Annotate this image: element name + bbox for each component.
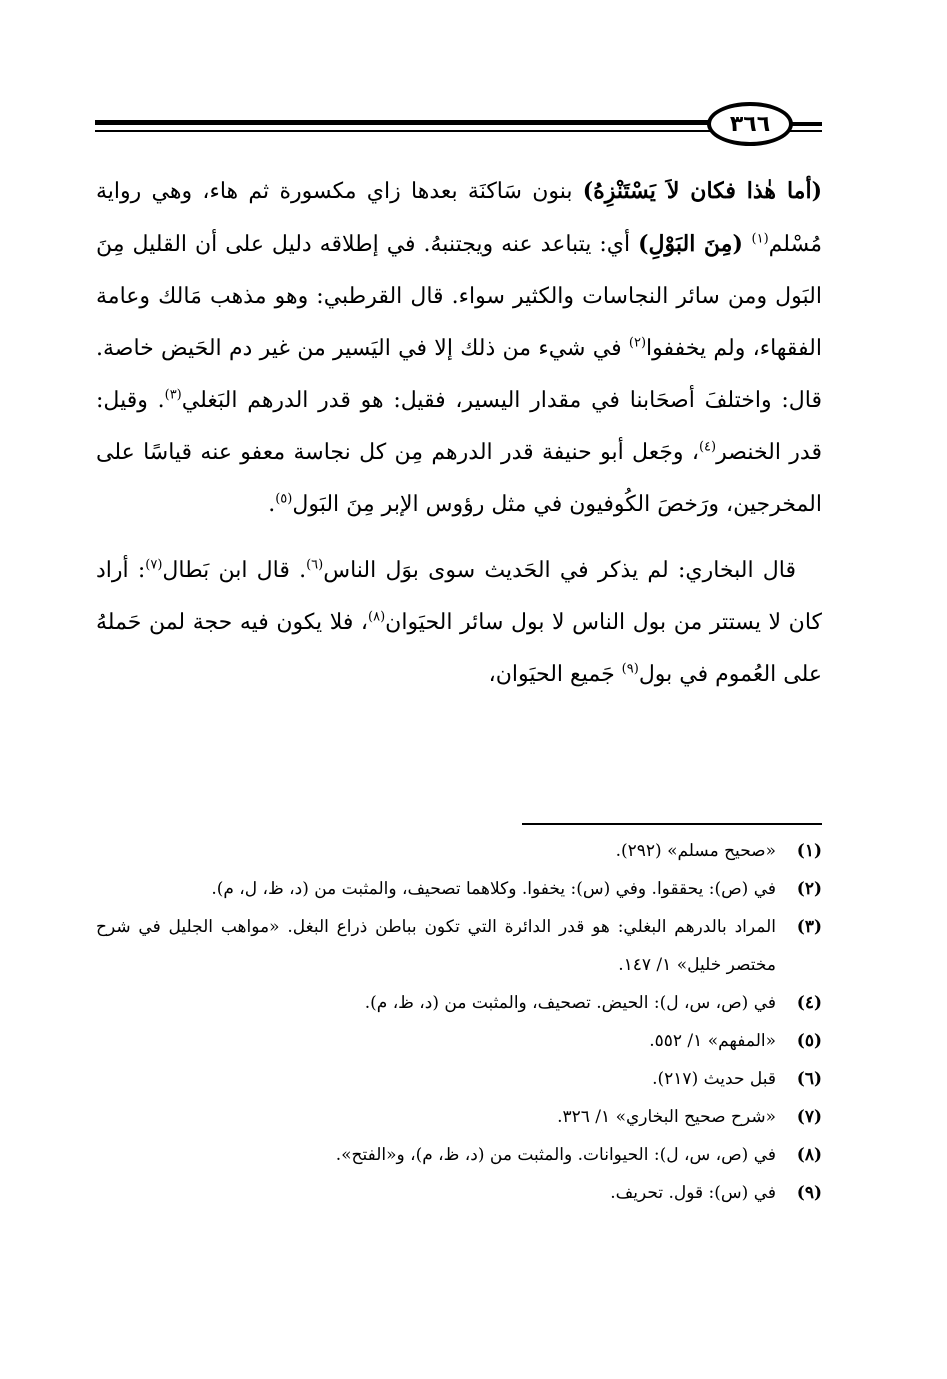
header-rule-thick xyxy=(95,120,715,125)
paragraph-1 xyxy=(96,165,822,531)
footnote-item xyxy=(96,1098,822,1136)
text-span: : أراد كان لا يستتر من بول الناس لا بول سائر الحيَوان xyxy=(96,558,822,635)
quote-phrase: (مِنَ البَوْلِ) xyxy=(638,231,752,257)
footnote-text: «صحيح مسلم» (٢٩٢). xyxy=(615,841,776,861)
header-rule-right-thin xyxy=(790,130,822,132)
footnote-number: (٣) xyxy=(796,917,822,937)
footnote-separator xyxy=(522,823,822,825)
footnote-number: (٦) xyxy=(796,1069,822,1089)
header-rule-thin xyxy=(95,130,715,132)
footnote-text: في (س): قول. تحريف. xyxy=(610,1183,776,1203)
footnote-text: «شرح صحيح البخاري» ١/ ٣٢٦. xyxy=(557,1107,776,1127)
footnote-ref[interactable]: (٤) xyxy=(698,439,717,455)
footnote-text: في (ص): يحققوا. وفي (س): يخفوا. وكلاهما تصحيف، والمثبت من (د، ظ، ل، م). xyxy=(211,879,776,899)
footnote-item xyxy=(96,1060,822,1098)
footnote-item xyxy=(96,1136,822,1174)
footnote-item xyxy=(96,1174,822,1212)
page-number: ٣٦٦ xyxy=(707,102,793,146)
footnote-text: «المفهم» ١/ ٥٥٢. xyxy=(649,1031,776,1051)
footnote-number: (٧) xyxy=(796,1107,822,1127)
footnotes xyxy=(96,832,822,1212)
main-text xyxy=(96,165,822,701)
footnote-number: (٢) xyxy=(796,879,822,899)
footnote-item xyxy=(96,870,822,908)
text-span: . xyxy=(268,492,276,517)
text-span: ، فلا يكون فيه حجة لمن حَملهُ على العُموم في بول xyxy=(96,610,822,687)
text-span: أي: يتباعد عنه ويجتنبهُ. في إطلاقه دليل على أن القليل مِنَ البَول ومن سائر النجاسات والكثير سواء. قال القرطبي: وهو مذهب مَالك وعامة الفقهاء، ولم يخففوا xyxy=(96,232,822,361)
footnote-ref[interactable]: (٦) xyxy=(306,557,324,573)
header-rule-right xyxy=(790,122,822,126)
footnote-ref[interactable]: (١) xyxy=(751,231,769,247)
text-span: جَميع الحيَوان، xyxy=(488,662,622,687)
paragraph-2 xyxy=(96,545,822,701)
footnote-number: (٩) xyxy=(796,1183,822,1203)
lead-phrase: (أما هٰذا فكان لاَ يَسْتَنْزِهُ) xyxy=(582,178,822,204)
footnote-text: قبل حديث (٢١٧). xyxy=(652,1069,776,1089)
footnote-ref[interactable]: (٥) xyxy=(275,491,293,507)
footnote-ref[interactable]: (٨) xyxy=(368,609,386,625)
text-span: بنون سَاكنَة بعدها زاي مكسورة ثم هاء، وهي رواية مُسْلم xyxy=(96,179,822,257)
footnote-number: (١) xyxy=(796,841,822,861)
text-span: ، وجَعل أبو حنيفة قدر الدرهم مِن كل نجاسة معفو عنه قياسًا على المخرجين، ورَخصَ الكُوفيون في مثل رؤوس الإبر مِنَ البَول xyxy=(96,440,822,517)
text-span: قال البخاري: لم يذكر في الحَديث سوى بوَل الناس xyxy=(323,558,796,583)
footnote-ref[interactable]: (٣) xyxy=(164,387,182,403)
footnote-text: في (ص، س، ل): الحيوانات. والمثبت من (د، ظ، م)، و«الفتح». xyxy=(335,1145,776,1165)
text-span: . وقيل: قدر الخنصر xyxy=(96,388,822,465)
footnote-text: في (ص، س، ل): الحيض. تصحيف، والمثبت من (د، ظ، م). xyxy=(364,993,776,1013)
footnote-number: (٥) xyxy=(796,1031,822,1051)
footnote-ref[interactable]: (٩) xyxy=(621,661,639,677)
footnote-item xyxy=(96,832,822,870)
footnote-ref[interactable]: (٢) xyxy=(628,335,647,351)
footnote-item xyxy=(96,1022,822,1060)
footnote-item xyxy=(96,908,822,984)
text-span: في شيء من ذلك إلا في اليَسير من غير دم الحَيض خاصة. قال: واختلفَ أصحَابنا في مقدار اليسير، فقيل: هو قدر الدرهم البَغلي xyxy=(96,336,823,413)
footnote-number: (٤) xyxy=(796,993,822,1013)
footnote-item xyxy=(96,984,822,1022)
page-header xyxy=(95,100,822,150)
footnote-number: (٨) xyxy=(796,1145,822,1165)
footnote-ref[interactable]: (٧) xyxy=(145,557,163,573)
footnote-text: المراد بالدرهم البغلي: هو قدر الدائرة التي تكون بباطن ذراع البغل. «مواهب الجليل في شرح مختصر خليل» ١/ ١٤٧. xyxy=(96,917,776,975)
text-span: . قال ابن بَطال xyxy=(162,558,307,583)
